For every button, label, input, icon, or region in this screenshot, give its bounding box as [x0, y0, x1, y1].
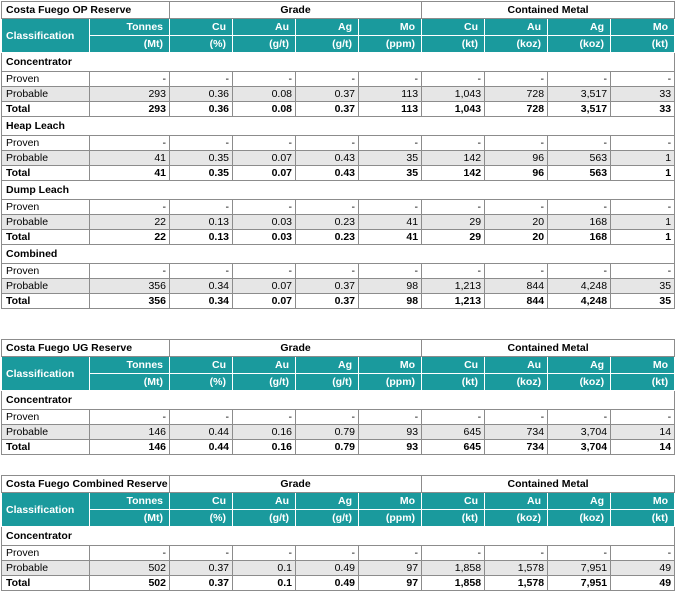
- table-cell: 96: [485, 166, 548, 181]
- table-cell: 0.07: [233, 166, 296, 181]
- contained-metal-group-header: Contained Metal: [422, 476, 675, 493]
- contained-metal-group-header: Contained Metal: [422, 340, 675, 357]
- table-cell: 1,213: [422, 279, 485, 294]
- table-title-row: [2, 476, 675, 493]
- table-cell: -: [296, 200, 359, 215]
- table-cell: 3,704: [548, 440, 611, 455]
- section-row: [2, 527, 675, 546]
- row-label: Proven: [2, 546, 90, 561]
- table-cell: 93: [359, 425, 422, 440]
- column-header-row: [2, 493, 675, 510]
- section-label: Dump Leach: [2, 181, 675, 200]
- table-cell: 0.37: [296, 87, 359, 102]
- column-header: Au: [233, 493, 296, 510]
- unit-header-row: [2, 510, 675, 527]
- column-header: Cu: [422, 493, 485, 510]
- column-header: Mo: [611, 493, 675, 510]
- table-cell: 4,248: [548, 279, 611, 294]
- table-cell: -: [485, 72, 548, 87]
- table-cell: 1,043: [422, 102, 485, 117]
- grade-group-header: Grade: [170, 476, 422, 493]
- table-cell: 645: [422, 440, 485, 455]
- table-cell: 3,517: [548, 87, 611, 102]
- section-label: Combined: [2, 245, 675, 264]
- unit-header: (g/t): [296, 374, 359, 391]
- grade-group-header: Grade: [170, 2, 422, 19]
- table-cell: 293: [90, 102, 170, 117]
- classification-header: Classification: [2, 19, 90, 53]
- column-header: Mo: [359, 357, 422, 374]
- table-cell: 0.07: [233, 294, 296, 309]
- table-cell: 1,578: [485, 576, 548, 591]
- table-cell: -: [485, 264, 548, 279]
- table-cell: -: [422, 136, 485, 151]
- table-row: [2, 230, 675, 245]
- column-header: Mo: [359, 19, 422, 36]
- section-row: [2, 181, 675, 200]
- table-cell: -: [296, 136, 359, 151]
- unit-header: (%): [170, 374, 233, 391]
- table-cell: 0.79: [296, 440, 359, 455]
- section-row: [2, 391, 675, 410]
- row-label: Probable: [2, 87, 90, 102]
- table-cell: 0.79: [296, 425, 359, 440]
- table-cell: 0.37: [296, 279, 359, 294]
- row-label: Total: [2, 230, 90, 245]
- table-cell: 0.13: [170, 230, 233, 245]
- column-header-row: [2, 19, 675, 36]
- table-cell: 3,517: [548, 102, 611, 117]
- table-cell: 14: [611, 425, 675, 440]
- table-cell: 93: [359, 440, 422, 455]
- row-label: Probable: [2, 151, 90, 166]
- table-cell: 563: [548, 166, 611, 181]
- table-cell: -: [548, 200, 611, 215]
- table-cell: -: [359, 546, 422, 561]
- table-row: [2, 166, 675, 181]
- section-label: Concentrator: [2, 391, 675, 410]
- table-cell: -: [90, 546, 170, 561]
- table-cell: -: [485, 410, 548, 425]
- table-cell: -: [296, 264, 359, 279]
- table-title: Costa Fuego UG Reserve: [2, 340, 170, 357]
- table-cell: -: [485, 136, 548, 151]
- table-cell: 1: [611, 215, 675, 230]
- table-row: [2, 425, 675, 440]
- table-cell: 1,213: [422, 294, 485, 309]
- table-cell: 1,858: [422, 561, 485, 576]
- table-cell: 0.37: [170, 576, 233, 591]
- row-label: Total: [2, 440, 90, 455]
- unit-header: (koz): [485, 510, 548, 527]
- table-cell: 113: [359, 102, 422, 117]
- table-cell: 41: [90, 151, 170, 166]
- unit-header: (ppm): [359, 36, 422, 53]
- unit-header-row: [2, 36, 675, 53]
- table-cell: -: [611, 410, 675, 425]
- column-header: Ag: [548, 493, 611, 510]
- table-cell: -: [548, 264, 611, 279]
- unit-header: (koz): [548, 510, 611, 527]
- table-row: [2, 264, 675, 279]
- unit-header: (g/t): [296, 510, 359, 527]
- table-cell: -: [422, 410, 485, 425]
- table-cell: 35: [359, 151, 422, 166]
- column-header: Cu: [422, 19, 485, 36]
- table-cell: 0.08: [233, 87, 296, 102]
- table-title: Costa Fuego OP Reserve: [2, 2, 170, 19]
- unit-header-row: [2, 374, 675, 391]
- column-header: Au: [233, 357, 296, 374]
- column-header: Ag: [548, 357, 611, 374]
- table-cell: -: [296, 546, 359, 561]
- unit-header: (g/t): [233, 510, 296, 527]
- row-label: Proven: [2, 72, 90, 87]
- table-cell: 113: [359, 87, 422, 102]
- table-cell: 728: [485, 102, 548, 117]
- table-cell: 728: [485, 87, 548, 102]
- table-cell: 1: [611, 166, 675, 181]
- table-cell: 0.37: [296, 294, 359, 309]
- unit-header: (kt): [611, 374, 675, 391]
- table-cell: 29: [422, 215, 485, 230]
- classification-header: Classification: [2, 493, 90, 527]
- column-header: Cu: [170, 493, 233, 510]
- table-cell: 142: [422, 166, 485, 181]
- table-cell: 20: [485, 230, 548, 245]
- table-cell: 0.03: [233, 215, 296, 230]
- table-cell: 356: [90, 279, 170, 294]
- table-cell: 168: [548, 215, 611, 230]
- table-cell: 0.37: [170, 561, 233, 576]
- table-cell: -: [548, 410, 611, 425]
- table-cell: 502: [90, 561, 170, 576]
- classification-header: Classification: [2, 357, 90, 391]
- table-cell: -: [359, 72, 422, 87]
- table-cell: -: [170, 72, 233, 87]
- table-cell: 0.16: [233, 425, 296, 440]
- column-header: Ag: [548, 19, 611, 36]
- table-row: [2, 440, 675, 455]
- table-cell: 49: [611, 561, 675, 576]
- section-row: [2, 53, 675, 72]
- table-cell: -: [90, 264, 170, 279]
- table-cell: 1: [611, 230, 675, 245]
- table-cell: 29: [422, 230, 485, 245]
- table-cell: -: [548, 72, 611, 87]
- table-cell: 0.36: [170, 102, 233, 117]
- table-cell: 0.35: [170, 151, 233, 166]
- table-cell: -: [90, 200, 170, 215]
- table-cell: -: [359, 410, 422, 425]
- table-row: [2, 87, 675, 102]
- unit-header: (g/t): [233, 36, 296, 53]
- table-cell: 0.34: [170, 294, 233, 309]
- table-cell: 293: [90, 87, 170, 102]
- table-cell: 0.35: [170, 166, 233, 181]
- unit-header: (kt): [422, 36, 485, 53]
- row-label: Proven: [2, 136, 90, 151]
- table-cell: 0.1: [233, 576, 296, 591]
- table-cell: 22: [90, 215, 170, 230]
- table-cell: -: [170, 546, 233, 561]
- table-cell: 4,248: [548, 294, 611, 309]
- column-header: Cu: [170, 357, 233, 374]
- table-cell: 563: [548, 151, 611, 166]
- table-cell: 1,043: [422, 87, 485, 102]
- table-cell: 35: [611, 279, 675, 294]
- table-cell: -: [485, 546, 548, 561]
- table-cell: 502: [90, 576, 170, 591]
- table-cell: 98: [359, 279, 422, 294]
- table-cell: -: [233, 136, 296, 151]
- unit-header: (kt): [611, 36, 675, 53]
- table-cell: -: [548, 546, 611, 561]
- table-cell: 20: [485, 215, 548, 230]
- table-cell: -: [422, 264, 485, 279]
- unit-header: (ppm): [359, 510, 422, 527]
- unit-header: (kt): [422, 510, 485, 527]
- table-cell: 96: [485, 151, 548, 166]
- column-header: Cu: [422, 357, 485, 374]
- table-row: [2, 546, 675, 561]
- table-row: [2, 102, 675, 117]
- table-cell: 0.34: [170, 279, 233, 294]
- table-row: [2, 576, 675, 591]
- table-cell: -: [233, 410, 296, 425]
- table-cell: 146: [90, 440, 170, 455]
- row-label: Total: [2, 576, 90, 591]
- row-label: Proven: [2, 410, 90, 425]
- table-cell: 0.23: [296, 215, 359, 230]
- unit-header: (%): [170, 36, 233, 53]
- table-cell: 734: [485, 425, 548, 440]
- unit-header: (kt): [611, 510, 675, 527]
- column-header: Ag: [296, 493, 359, 510]
- section-label: Concentrator: [2, 53, 675, 72]
- table-row: [2, 561, 675, 576]
- table-cell: 1,858: [422, 576, 485, 591]
- table-cell: 645: [422, 425, 485, 440]
- table-row: [2, 72, 675, 87]
- unit-header: (g/t): [233, 374, 296, 391]
- table-row: [2, 200, 675, 215]
- table-cell: 0.44: [170, 425, 233, 440]
- table-cell: 142: [422, 151, 485, 166]
- column-header: Mo: [611, 357, 675, 374]
- section-row: [2, 245, 675, 264]
- table-cell: 97: [359, 561, 422, 576]
- table-cell: 0.07: [233, 151, 296, 166]
- table-cell: 0.37: [296, 102, 359, 117]
- table-row: [2, 294, 675, 309]
- row-label: Proven: [2, 264, 90, 279]
- unit-header: (koz): [548, 36, 611, 53]
- table-cell: 0.44: [170, 440, 233, 455]
- table-cell: -: [611, 200, 675, 215]
- section-label: Concentrator: [2, 527, 675, 546]
- section-row: [2, 117, 675, 136]
- table-cell: 33: [611, 102, 675, 117]
- table-cell: 356: [90, 294, 170, 309]
- table-cell: 41: [359, 215, 422, 230]
- table-cell: 0.1: [233, 561, 296, 576]
- unit-header: (g/t): [296, 36, 359, 53]
- table-cell: 33: [611, 87, 675, 102]
- table-cell: -: [611, 546, 675, 561]
- column-header: Tonnes: [90, 19, 170, 36]
- table-cell: 35: [611, 294, 675, 309]
- row-label: Total: [2, 294, 90, 309]
- row-label: Total: [2, 102, 90, 117]
- row-label: Probable: [2, 425, 90, 440]
- table-cell: -: [170, 136, 233, 151]
- table-cell: 844: [485, 294, 548, 309]
- row-label: Probable: [2, 215, 90, 230]
- table-cell: 0.08: [233, 102, 296, 117]
- table-cell: 41: [90, 166, 170, 181]
- table-cell: 41: [359, 230, 422, 245]
- unit-header: (Mt): [90, 36, 170, 53]
- ug-reserve-table: [1, 339, 675, 455]
- table-cell: -: [233, 546, 296, 561]
- table-row: [2, 151, 675, 166]
- table-cell: 0.49: [296, 561, 359, 576]
- table-cell: -: [233, 200, 296, 215]
- unit-header: (koz): [485, 36, 548, 53]
- table-cell: 734: [485, 440, 548, 455]
- column-header: Au: [485, 19, 548, 36]
- table-cell: 49: [611, 576, 675, 591]
- table-cell: -: [611, 264, 675, 279]
- table-cell: -: [422, 72, 485, 87]
- table-cell: 7,951: [548, 576, 611, 591]
- table-cell: 35: [359, 166, 422, 181]
- table-cell: 22: [90, 230, 170, 245]
- table-cell: -: [296, 72, 359, 87]
- table-cell: -: [170, 410, 233, 425]
- column-header: Au: [233, 19, 296, 36]
- table-cell: -: [359, 136, 422, 151]
- table-cell: -: [548, 136, 611, 151]
- table-cell: 0.13: [170, 215, 233, 230]
- table-cell: -: [233, 264, 296, 279]
- table-cell: 0.03: [233, 230, 296, 245]
- unit-header: (%): [170, 510, 233, 527]
- table-cell: 0.43: [296, 151, 359, 166]
- table-cell: -: [90, 72, 170, 87]
- table-cell: 3,704: [548, 425, 611, 440]
- table-cell: 0.36: [170, 87, 233, 102]
- table-cell: 0.43: [296, 166, 359, 181]
- section-label: Heap Leach: [2, 117, 675, 136]
- table-cell: 0.49: [296, 576, 359, 591]
- table-cell: -: [233, 72, 296, 87]
- table-cell: 98: [359, 294, 422, 309]
- table-cell: -: [422, 546, 485, 561]
- combined-reserve-table: [1, 475, 675, 591]
- table-cell: -: [90, 410, 170, 425]
- row-label: Proven: [2, 200, 90, 215]
- table-cell: -: [296, 410, 359, 425]
- unit-header: (Mt): [90, 510, 170, 527]
- table-cell: 0.16: [233, 440, 296, 455]
- unit-header: (kt): [422, 374, 485, 391]
- table-cell: -: [611, 72, 675, 87]
- table-cell: 844: [485, 279, 548, 294]
- grade-group-header: Grade: [170, 340, 422, 357]
- row-label: Total: [2, 166, 90, 181]
- table-cell: -: [485, 200, 548, 215]
- table-cell: 146: [90, 425, 170, 440]
- table-cell: 97: [359, 576, 422, 591]
- unit-header: (koz): [548, 374, 611, 391]
- unit-header: (ppm): [359, 374, 422, 391]
- row-label: Probable: [2, 561, 90, 576]
- table-row: [2, 410, 675, 425]
- table-title-row: [2, 2, 675, 19]
- table-cell: 1: [611, 151, 675, 166]
- column-header: Mo: [611, 19, 675, 36]
- column-header: Cu: [170, 19, 233, 36]
- table-cell: -: [359, 264, 422, 279]
- contained-metal-group-header: Contained Metal: [422, 2, 675, 19]
- unit-header: (Mt): [90, 374, 170, 391]
- table-row: [2, 215, 675, 230]
- table-title-row: [2, 340, 675, 357]
- table-cell: -: [422, 200, 485, 215]
- table-cell: -: [90, 136, 170, 151]
- column-header: Ag: [296, 19, 359, 36]
- column-header: Au: [485, 493, 548, 510]
- table-cell: 0.07: [233, 279, 296, 294]
- table-cell: -: [170, 200, 233, 215]
- table-cell: -: [611, 136, 675, 151]
- table-cell: -: [359, 200, 422, 215]
- table-cell: 14: [611, 440, 675, 455]
- table-cell: -: [170, 264, 233, 279]
- table-cell: 168: [548, 230, 611, 245]
- column-header: Au: [485, 357, 548, 374]
- table-row: [2, 136, 675, 151]
- table-row: [2, 279, 675, 294]
- table-cell: 7,951: [548, 561, 611, 576]
- table-cell: 0.23: [296, 230, 359, 245]
- table-title: Costa Fuego Combined Reserve: [2, 476, 170, 493]
- column-header: Ag: [296, 357, 359, 374]
- row-label: Probable: [2, 279, 90, 294]
- column-header-row: [2, 357, 675, 374]
- column-header: Tonnes: [90, 493, 170, 510]
- op-reserve-table: [1, 1, 675, 309]
- table-cell: 1,578: [485, 561, 548, 576]
- unit-header: (koz): [485, 374, 548, 391]
- column-header: Tonnes: [90, 357, 170, 374]
- column-header: Mo: [359, 493, 422, 510]
